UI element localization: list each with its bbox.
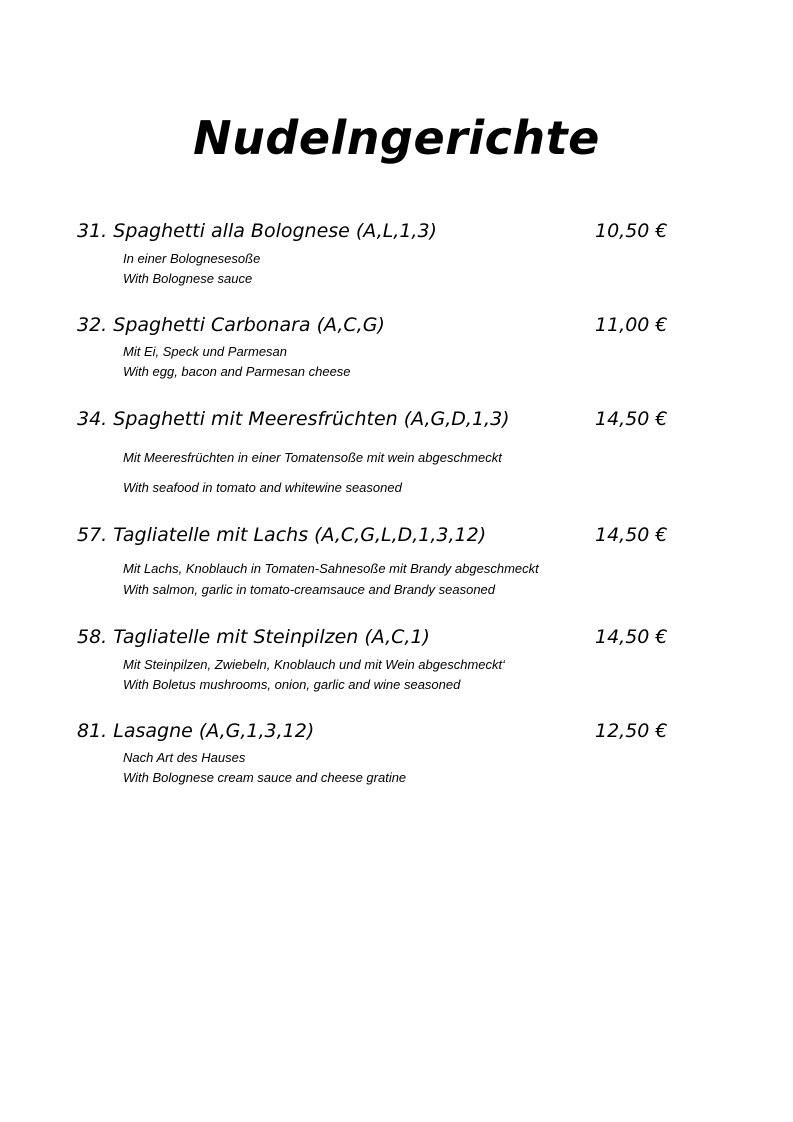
menu-item-description-en: With seafood in tomato and whitewine seasoned xyxy=(123,480,402,495)
menu-item-header xyxy=(77,522,697,548)
menu-item-description-en: With Boletus mushrooms, onion, garlic and wine seasoned xyxy=(123,677,461,692)
menu-item-description-de: Nach Art des Hauses xyxy=(123,750,246,765)
menu-item-description-en: With Bolognese cream sauce and cheese gratine xyxy=(123,770,407,785)
menu-item-price: 14,50 € xyxy=(595,626,668,648)
menu-item-header xyxy=(77,406,697,432)
menu-item-description-de: Mit Meeresfrüchten in einer Tomatensoße mit wein abgeschmeckt xyxy=(123,450,502,465)
menu-item-description-de: Mit Lachs, Knoblauch in Tomaten-Sahnesoße mit Brandy abgeschmeckt xyxy=(123,561,539,576)
menu-item-description-en: With Bolognese sauce xyxy=(123,271,253,286)
menu-item-header xyxy=(77,312,697,338)
menu-item-name: 32. Spaghetti Carbonara (A,C,G) xyxy=(77,314,385,336)
menu-item-price: 11,00 € xyxy=(595,314,668,336)
menu-item-description-de: In einer Bolognesesoße xyxy=(123,251,261,266)
menu-item-header xyxy=(77,624,697,650)
menu-item-name: 81. Lasagne (A,G,1,3,12) xyxy=(77,720,315,742)
page-title: Nudelngerichte xyxy=(193,111,600,165)
menu-item-name: 34. Spaghetti mit Meeresfrüchten (A,G,D,1,3) xyxy=(77,408,510,430)
menu-item-price: 14,50 € xyxy=(595,408,668,430)
menu-item-name: 58. Tagliatelle mit Steinpilzen (A,C,1) xyxy=(77,626,430,648)
menu-item-description-en: With salmon, garlic in tomato-creamsauce and Brandy seasoned xyxy=(123,582,496,597)
menu-item-description-de: Mit Ei, Speck und Parmesan xyxy=(123,344,288,359)
menu-item-header xyxy=(77,218,697,244)
menu-item-name: 57. Tagliatelle mit Lachs (A,C,G,L,D,1,3,12) xyxy=(77,524,487,546)
menu-item-price: 10,50 € xyxy=(595,220,668,242)
menu-item-price: 14,50 € xyxy=(595,524,668,546)
menu-item-description-de: Mit Steinpilzen, Zwiebeln, Knoblauch und mit Wein abgeschmeckt‘ xyxy=(123,657,506,672)
menu-item-price: 12,50 € xyxy=(595,720,668,742)
menu-item-name: 31. Spaghetti alla Bolognese (A,L,1,3) xyxy=(77,220,437,242)
menu-item-header xyxy=(77,718,697,744)
menu-item-description-en: With egg, bacon and Parmesan cheese xyxy=(123,364,351,379)
